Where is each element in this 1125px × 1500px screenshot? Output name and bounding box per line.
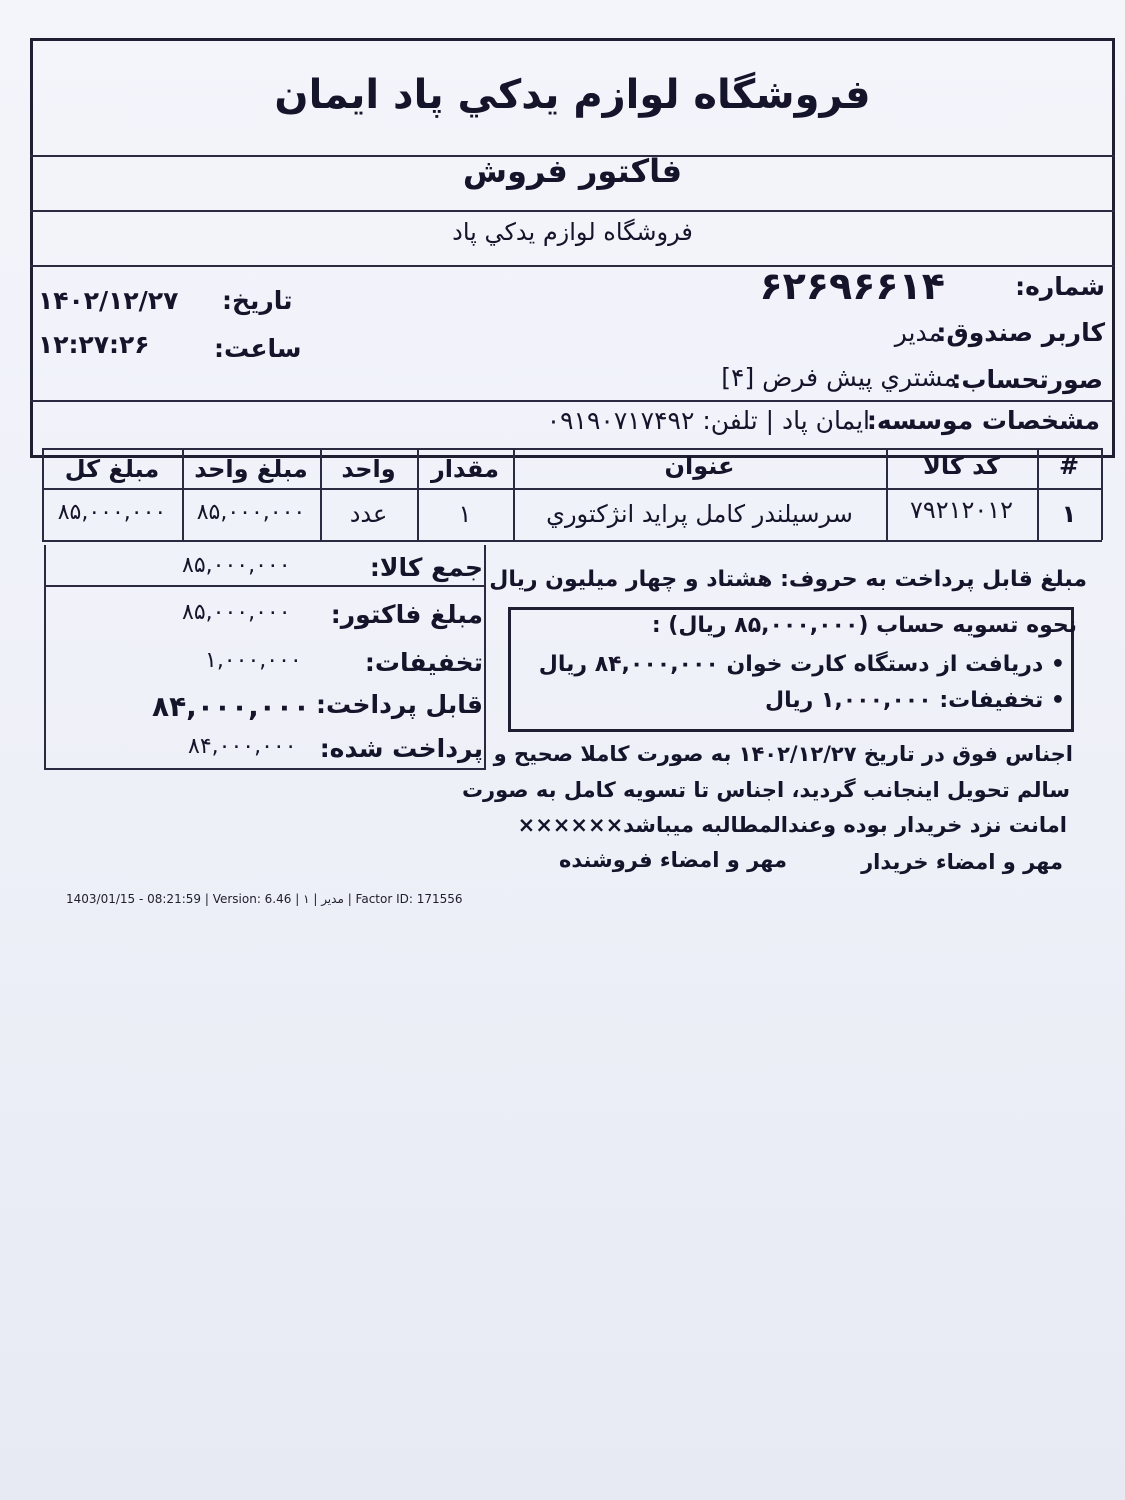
divider	[30, 400, 1115, 402]
cell-code: ۷۹۲۱۲۰۱۲	[909, 496, 1014, 524]
header-row-number: #	[1058, 452, 1080, 480]
payable-label: قابل پرداخت:	[316, 690, 483, 719]
invoice-amount-value: ۸۵,۰۰۰,۰۰۰	[182, 600, 291, 625]
cell-row-number: ۱	[1061, 500, 1077, 528]
cell-total: ۸۵,۰۰۰,۰۰۰	[57, 500, 167, 525]
header-total: مبلغ كل	[64, 455, 160, 483]
table-border	[42, 540, 1102, 542]
paid-label: پرداخت شده:	[319, 734, 483, 763]
company-value: ايمان پاد | تلفن: ۰۹۱۹۰۷۱۷۴۹۲	[546, 406, 870, 435]
invoice-number: ۶۲۶۹۶۶۱۴	[759, 264, 945, 308]
time-label: ساعت:	[214, 334, 302, 363]
date-value: ۱۴۰۲/۱۲/۲۷	[38, 286, 179, 315]
settlement-title: نحوه تسويه حساب (۸۵,۰۰۰,۰۰۰ ريال) :	[651, 613, 1077, 638]
goods-total-label: جمع كالا:	[369, 553, 483, 582]
payable-value: ۸۴,۰۰۰,۰۰۰	[152, 690, 310, 723]
notes-line: سالم تحويل اينجانب گرديد، اجناس تا تسويه كامل به صورت	[461, 778, 1070, 802]
settlement-item	[539, 652, 1065, 677]
invoice-number-label: شماره:	[1015, 272, 1105, 301]
divider	[30, 210, 1115, 212]
table-border	[42, 488, 1102, 490]
cashier-value: مدير	[894, 318, 942, 347]
goods-total-value: ۸۵,۰۰۰,۰۰۰	[182, 553, 291, 578]
paid-value: ۸۴,۰۰۰,۰۰۰	[188, 734, 297, 759]
header-title: عنوان	[664, 452, 735, 480]
seller-signature-label: مهر و امضاء فروشنده	[558, 848, 787, 872]
divider	[30, 265, 1115, 267]
header-unit: واحد	[341, 455, 396, 483]
buyer-signature-label: مهر و امضاء خريدار	[861, 850, 1063, 874]
settlement-item-text: دريافت از دستگاه كارت خوان ۸۴,۰۰۰,۰۰۰ ريال	[538, 652, 1044, 677]
print-footer: 1403/01/15 - 08:21:59 | Version: 6.46 | ۱ | مدير | Factor ID: 171556	[66, 892, 463, 906]
header-unit-price: مبلغ واحد	[194, 455, 308, 483]
header-code: كد كالا	[922, 452, 1000, 480]
table-border	[42, 448, 1102, 450]
cell-title: سرسيلندر كامل پرايد انژكتوري	[546, 500, 853, 528]
store-name: فروشگاه لوازم يدكي پاد ايمان	[274, 72, 871, 118]
time-value: ۱۲:۲۷:۲۶	[38, 330, 150, 359]
amount-in-words: مبلغ قابل پرداخت به حروف: هشتاد و چهار ميليون ريال	[489, 567, 1087, 592]
account-label: صورتحساب:	[951, 365, 1103, 394]
table-border	[1101, 448, 1103, 540]
invoice-amount-label: مبلغ فاكتور:	[330, 600, 483, 629]
discount-label: تخفيفات:	[364, 648, 483, 677]
cell-unit-price: ۸۵,۰۰۰,۰۰۰	[196, 500, 306, 525]
document-title: فاكتور فروش	[462, 152, 683, 190]
settlement-item-text: تخفيفات: ۱,۰۰۰,۰۰۰ ريال	[765, 688, 1044, 713]
cell-qty: ۱	[458, 500, 472, 528]
notes-line: اجناس فوق در تاريخ ۱۴۰۲/۱۲/۲۷ به صورت كاملا صحيح و	[493, 742, 1073, 766]
cell-unit: عدد	[349, 500, 388, 528]
cashier-label: كاربر صندوق:	[936, 318, 1105, 347]
date-label: تاريخ:	[222, 286, 293, 315]
bullet-icon: •	[1043, 688, 1065, 713]
bullet-icon: •	[1043, 652, 1065, 677]
notes-line: امانت نزد خريدار بوده وعندالمطالبه ميباشد××××××	[517, 813, 1067, 837]
header-qty: مقدار	[430, 455, 500, 483]
discount-value: ۱,۰۰۰,۰۰۰	[205, 648, 302, 673]
settlement-item	[765, 688, 1065, 713]
company-label: مشخصات موسسه:	[866, 406, 1100, 435]
account-value: مشتري پيش فرض [۴]	[721, 363, 957, 392]
store-subtitle: فروشگاه لوازم يدكي پاد	[452, 218, 693, 246]
divider	[44, 585, 486, 587]
